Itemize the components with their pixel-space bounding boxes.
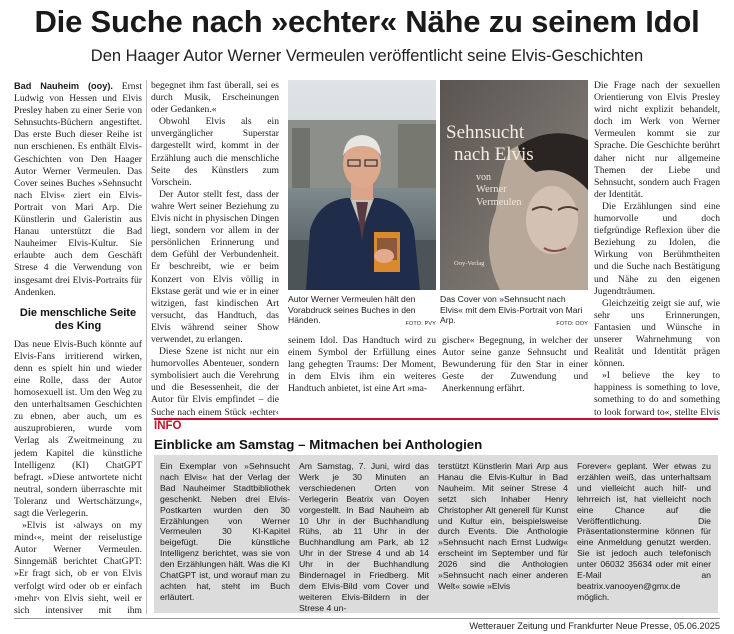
col5-paragraph-4: »I believe the key to happiness is something to love, something to do and something to look forward to«, stellte Elvis xyxy=(594,370,720,416)
author-photo xyxy=(288,80,436,290)
info-column-4: Forever« geplant. Wer etwas zu erzählen weiß, das unterhaltsam und vielleicht auch hilf- und lehrreich ist, hat vielleicht noch eine Chance auf die Veröffentlichung. Die Präsentationstermine können für eine Anmeldung genutzt werden. Sie ist jedoch auch telefonisch unter 06032 35634 oder mit einer E-Mail an beatrix.vanooyen@gmx.de möglich. xyxy=(577,461,711,602)
col2-paragraph-2: Obwohl Elvis als ein unvergänglicher Superstar dargestellt wird, kommt in der Erzählung auch die menschliche Seite des Künstlers zum Vorschein. xyxy=(151,116,279,188)
cover-title-line-1: Sehnsucht xyxy=(446,122,525,143)
section-subtitle: Die menschliche Seite des King xyxy=(19,306,137,332)
col2-paragraph-1: begegnet ihm fast überall, sei es durch Musik, Erscheinungen oder Gedanken.« xyxy=(151,80,279,116)
col2-paragraph-3: Der Autor stellt fest, dass der wahre Wert seiner Beziehung zu Elvis nicht in physischen Dingen liegt, sondern vor allem in der persönlichen Erinnerung und dem Gefühl der Verbundenheit. Er beschreibt, wie er beim Konzert von Elvis völlig in Ekstase gerät und wie er in einer witzigen, fast kindischen Art versucht, das Handtuch, das Elvis während seiner Show verwendet, zu erlangen. xyxy=(151,188,279,345)
column-5 xyxy=(594,80,720,416)
footer-rule xyxy=(14,618,720,619)
info-label: INFO xyxy=(154,420,182,432)
col4-paragraph-1: gischer« Begegnung, in welcher der Autor seine ganze Sehnsucht und Bewunderung für den Star in einer Geste der Zuwendung und Anerkennung erfährt. xyxy=(442,335,588,395)
column-4 xyxy=(442,335,588,415)
dateline: Bad Nauheim (ooy). xyxy=(14,81,113,91)
col2-paragraph-4: Diese Szene ist nicht nur ein humorvolles Abenteuer, sondern symbolisiert auch die Verehrung und die Besessenheit, die der Autor für Elvis empfindet – die Suche nach einem Stück ›echter‹ xyxy=(151,346,279,416)
column-1 xyxy=(14,80,142,614)
info-column-3: terstützt Künstlerin Mari Arp aus Hanau die Elvis-Kultur in Bad Nauheim. Mit seiner Strese 4 setzt sich Inhaber Henry Christopher Alt generell für Kunst und Kultur ein, beispielsweise durch Events. Die Anthologie »Sehnsucht nach Ernst Ludwig« erscheint im September und für 2026 sind die Anthologien »Sehnsucht nach einer anderen Welt« sowie »Elvis xyxy=(438,461,568,591)
cover-author-line-2: Vermeulen xyxy=(476,197,522,208)
book-cover-caption: Das Cover von »Sehnsucht nach Elvis« mit dem Elvis-Portrait von Mari Arp. FOTO: OOY xyxy=(440,294,588,330)
cover-title-line-2: nach Elvis xyxy=(454,144,534,165)
col5-paragraph-3: Gleichzeitig zeigt sie auf, wie sehr uns Erinnerungen, Fantasien und Wünsche in unserer Wahrnehmung von Realität und Identität prägen können. xyxy=(594,297,720,370)
column-3 xyxy=(288,335,436,415)
author-photo-caption: Autor Werner Vermeulen hält den Vorabdruck seines Buches in den Händen. FOTO: PVY xyxy=(288,294,436,330)
col5-paragraph-1: Die Frage nach der sexuellen Orientierung von Elvis Presley wird nicht explizit behandelt, doch im Werk von Werner Vermeulen kommt sie zur Sprache. Die Geschichte berührt daher nicht nur allgemeine Themen der Liebe und Sehnsucht, sondern auch Fragen der Identität. xyxy=(594,80,720,200)
footer-source: Wetterauer Zeitung und Frankfurter Neue Presse, 05.06.2025 xyxy=(469,621,720,631)
info-column-1: Ein Exemplar von »Sehnsucht nach Elvis« hat der Verlag der Bad Nauheimer Stadtbibliothek geschenkt. Neben drei Elvis-Postkarten wurden den 30 Erzählungen von Werner Vermeulen 30 KI-Kapitel beigefügt. Die künstliche Intelligenz berichtet, was sie von den Erzählungen hält. Was die KI ChatGPT ist, und worauf man zu achten hat, steht im Buch erläutert. xyxy=(160,461,290,602)
col1-paragraph-2: Das neue Elvis-Buch könnte auf Elvis-Fans irritierend wirken, denn es spielt hin und wieder eine Rolle, dass der Autor homosexuell ist. Um den Weg zu den unterhaltsamen Geschichten zu ebnen, aber auch, um es auszuprobieren, wurde vom Verlag als Zweitmeinung zu jedem Kapitel die künstliche Intelligenz (KI) ChatGPT befragt. »Diese antwortete nicht neutral, sondern überraschte mit Toleranz und Wertschätzung«, sagt die Verlegerin. xyxy=(14,338,142,519)
cover-publisher: Ooy-Verlag xyxy=(454,260,485,267)
info-rule xyxy=(154,418,718,420)
book-cover-photo xyxy=(440,80,588,290)
author-photo-image xyxy=(288,80,436,290)
author-photo-credit: FOTO: PVY xyxy=(405,321,436,328)
headline: Die Suche nach »echter« Nähe zu seinem Idol xyxy=(34,4,700,39)
book-cover-credit: FOTO: OOY xyxy=(556,321,588,328)
col3-paragraph-1: seinem Idol. Das Handtuch wird zu einem Symbol der Erfüllung eines lang gehegten Traums: Der Moment, in dem Elvis ihm ein weiteres Handtuch anbietet, ist eine Art »ma- xyxy=(288,335,436,395)
column-divider xyxy=(146,80,147,614)
cover-von: von xyxy=(476,172,491,183)
col1-paragraph-3: »Elvis ist ›always on my mind‹«, meint der reiselustige Autor Werner Vermeulen. Sinngemäß berichtet ChatGPT: »Er fragt sich, ob er von Elvis verfolgt wird oder ob er einfach ›mehr‹ von Elvis sieht, weil er sich intensiver mit ihm xyxy=(14,520,142,614)
col5-paragraph-2: Die Erzählungen sind eine humorvolle und doch tiefgründige Reflexion über die Beziehung zu Idolen, die Wirkung von Berühmtheiten und die Suche nach Bestätigung und Nähe zu den eigenen Jugendträumen. xyxy=(594,200,720,297)
column-2 xyxy=(151,80,279,416)
subheadline: Den Haager Autor Werner Vermeulen veröffentlicht seine Elvis-Geschichten xyxy=(90,47,644,65)
col1-paragraph-1: Bad Nauheim (ooy). Ernst Ludwig von Hessen und Elvis Presley haben zu einer Serie von Sehnsuchts-Büchern angestiftet. Das erste Buch dieser Reihe ist nun erschienen. Es enthält Elvis-Geschichten von Den Haager Autor Werner Vermeulen. Das Cover seines Buches »Sehnsucht nach Elvis« ziert ein Elvis-Portrait von Mari Arp. Die Künstlerin und Galeristin aus Hanau unterstützt die Bad Nauheimer Elvis-Kultur. Sie erlaubte auch dem Geschäft Strese 4 die Verwendung von insgesamt drei Elvis-Portraits für Andenken. xyxy=(14,81,142,298)
elvis-portrait-image xyxy=(440,80,588,290)
info-column-2: Am Samstag, 7. Juni, wird das Werk je 30 Minuten an verschiedenen Orten von Verlegerin Beatrix van Ooyen vorgestellt. In Bad Nauheim ab 10 Uhr in der Buchhandlung Rühs, ab 11 Uhr in der Buchhandlung am Park, ab 12 Uhr in der Strese 4 und ab 14 Uhr in der Buchhandlung Bindernagel in Friedberg. Mit dem Elvis-Bild vom Cover und weiteren Elvis-Bildern in der Strese 4 un- xyxy=(299,461,429,613)
info-title: Einblicke am Samstag – Mitmachen bei Anthologien xyxy=(154,437,483,452)
cover-author-line-1: Werner xyxy=(476,184,507,195)
